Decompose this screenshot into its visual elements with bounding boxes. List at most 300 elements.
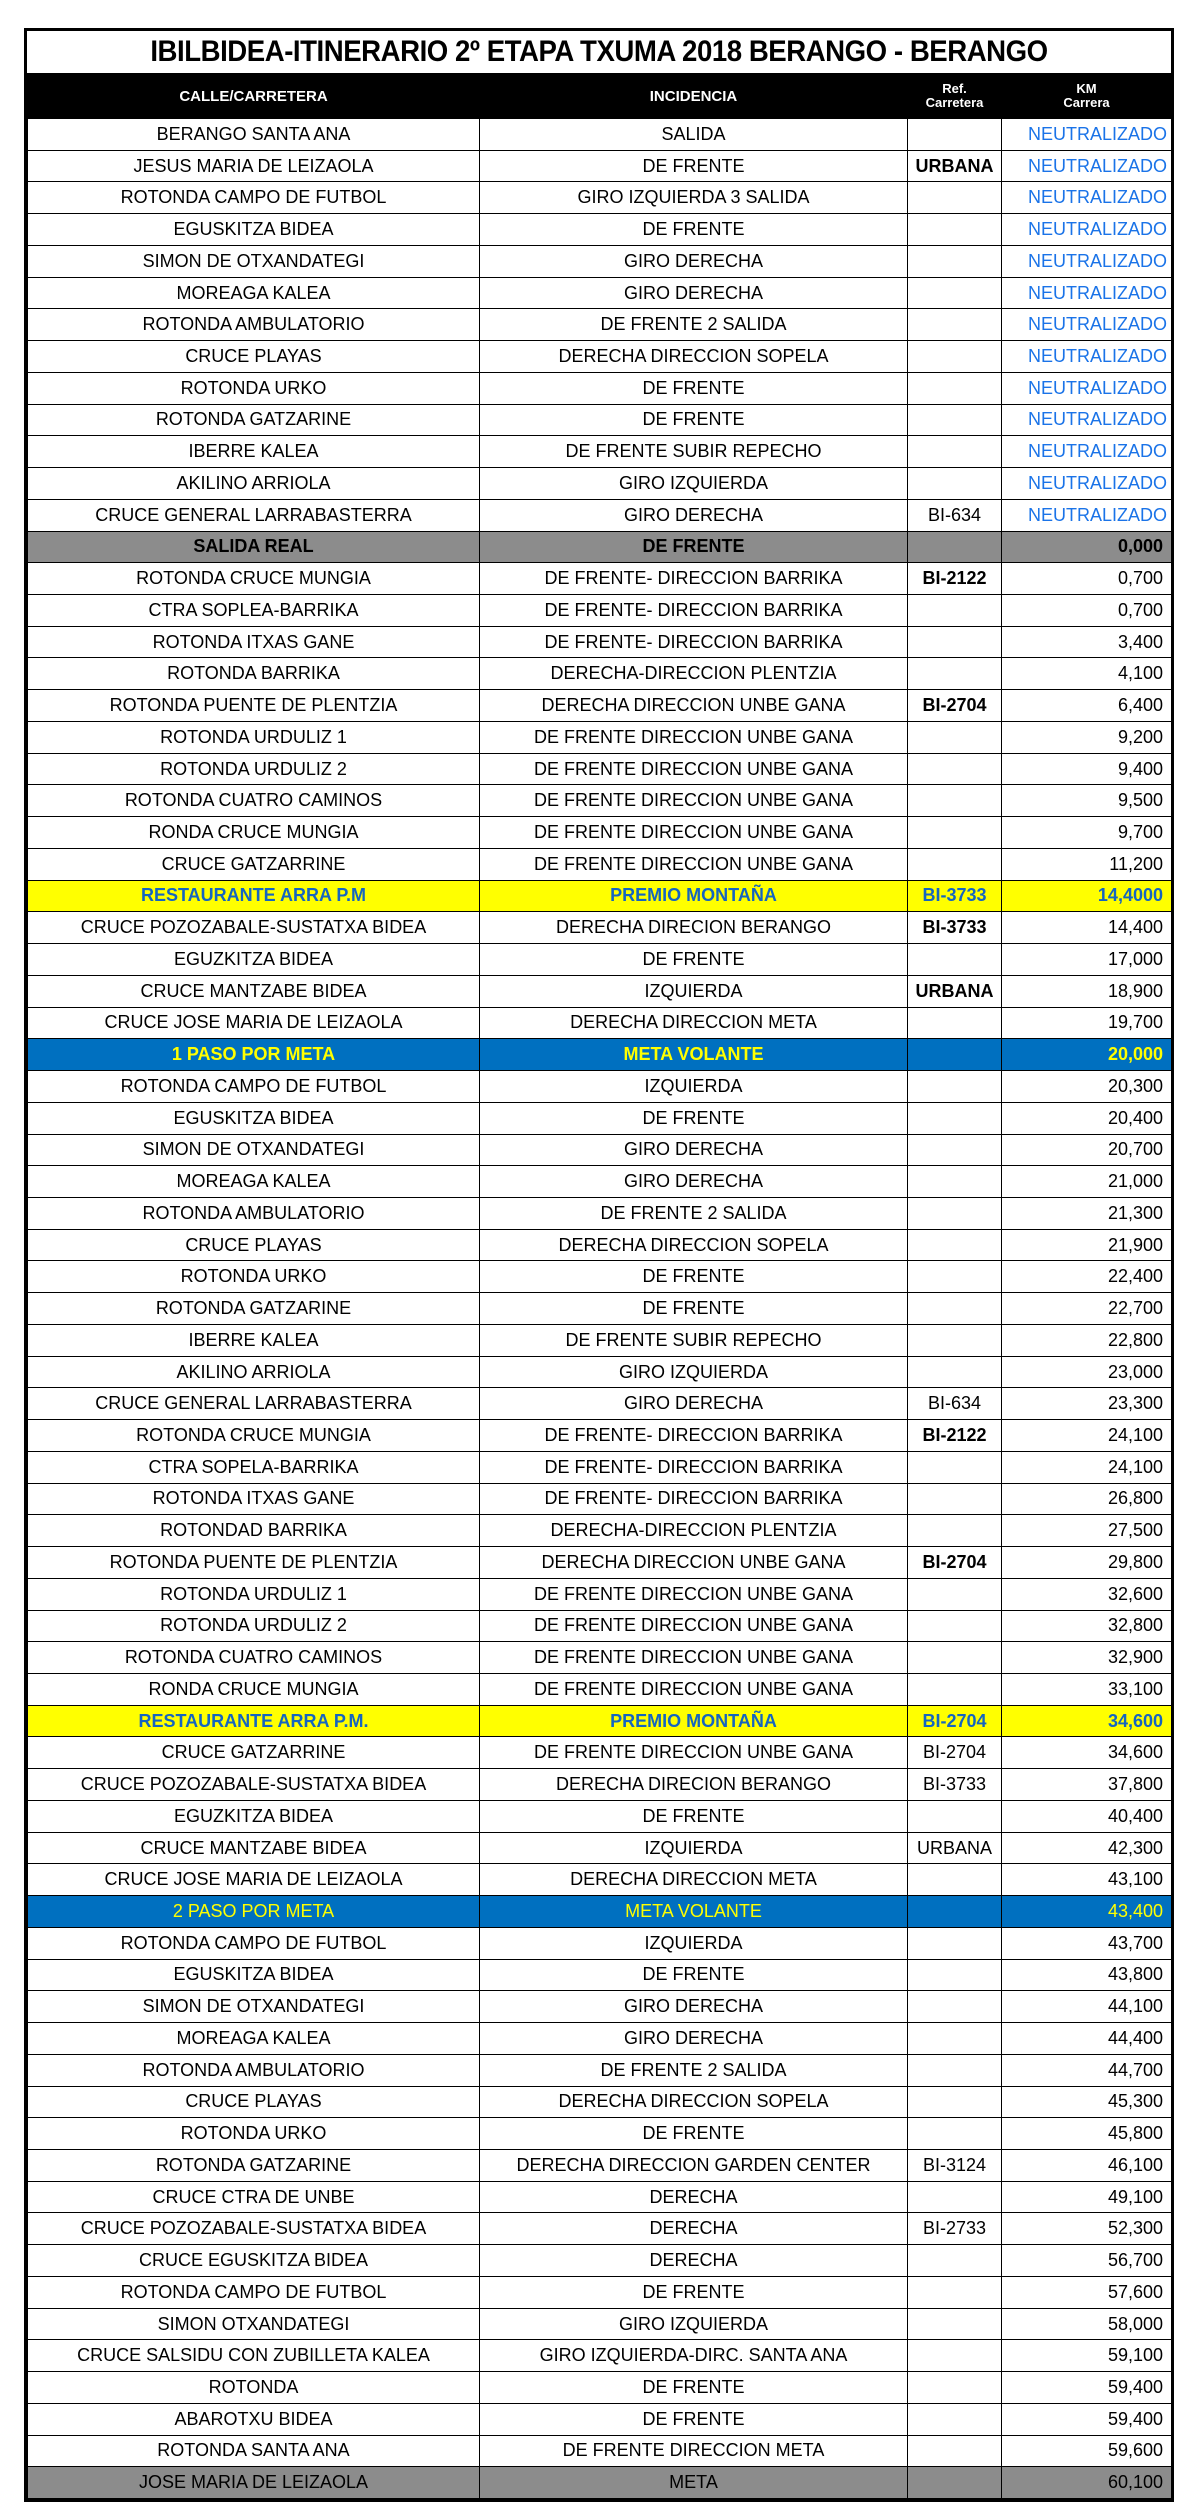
cell-km: NEUTRALIZADO [1002, 182, 1172, 214]
cell-incidence: DE FRENTE 2 SALIDA [480, 2054, 908, 2086]
cell-ref [908, 1610, 1002, 1642]
cell-km: 21,900 [1002, 1229, 1172, 1261]
cell-km: 22,400 [1002, 1261, 1172, 1293]
cell-street: CRUCE GENERAL LARRABASTERRA [28, 1388, 480, 1420]
table-row [28, 595, 1172, 627]
cell-ref: URBANA [908, 975, 1002, 1007]
cell-incidence: DE FRENTE [480, 2276, 908, 2308]
cell-km: 59,400 [1002, 2372, 1172, 2404]
cell-ref [908, 1039, 1002, 1071]
table-row [28, 1991, 1172, 2023]
cell-ref [908, 2181, 1002, 2213]
cell-ref: BI-2122 [908, 563, 1002, 595]
cell-street: ROTONDA URKO [28, 372, 480, 404]
cell-km: 23,000 [1002, 1356, 1172, 1388]
table-row [28, 1547, 1172, 1579]
table-row [28, 658, 1172, 690]
table-row [28, 2467, 1172, 2499]
cell-street: CRUCE SALSIDU CON ZUBILLETA KALEA [28, 2340, 480, 2372]
cell-ref: BI-2704 [908, 690, 1002, 722]
cell-km: 14,4000 [1002, 880, 1172, 912]
table-row [28, 1197, 1172, 1229]
cell-ref [908, 2023, 1002, 2055]
table-row [28, 1705, 1172, 1737]
cell-km: 44,700 [1002, 2054, 1172, 2086]
cell-incidence: DE FRENTE [480, 531, 908, 563]
document-title: IBILBIDEA-ITINERARIO 2º ETAPA TXUMA 2018 BERANGO - BERANGO [150, 35, 1048, 68]
cell-km: 34,600 [1002, 1737, 1172, 1769]
cell-street: ROTONDA URDULIZ 1 [28, 721, 480, 753]
table-row [28, 1229, 1172, 1261]
table-header [28, 74, 1172, 119]
table-row [28, 1293, 1172, 1325]
cell-km: 24,100 [1002, 1451, 1172, 1483]
cell-incidence: GIRO DERECHA [480, 1166, 908, 1198]
cell-incidence: DERECHA DIRECION BERANGO [480, 1769, 908, 1801]
cell-incidence: IZQUIERDA [480, 1927, 908, 1959]
cell-incidence: GIRO DERECHA [480, 1388, 908, 1420]
cell-incidence: GIRO IZQUIERDA-DIRC. SANTA ANA [480, 2340, 908, 2372]
table-row [28, 626, 1172, 658]
cell-incidence: DE FRENTE DIRECCION UNBE GANA [480, 1737, 908, 1769]
table-row [28, 436, 1172, 468]
table-row [28, 214, 1172, 246]
cell-ref [908, 1959, 1002, 1991]
cell-ref [908, 1642, 1002, 1674]
table-row [28, 1673, 1172, 1705]
cell-street: ROTONDA GATZARINE [28, 2150, 480, 2182]
cell-ref [908, 626, 1002, 658]
cell-ref: BI-2704 [908, 1547, 1002, 1579]
cell-km: 11,200 [1002, 848, 1172, 880]
cell-ref [908, 309, 1002, 341]
cell-km: 60,100 [1002, 2467, 1172, 2499]
cell-street: ROTONDA CRUCE MUNGIA [28, 563, 480, 595]
cell-ref: URBANA [908, 1832, 1002, 1864]
cell-ref [908, 1800, 1002, 1832]
cell-street: BERANGO SANTA ANA [28, 119, 480, 151]
header-km: KM Carrera [1002, 74, 1172, 119]
cell-incidence: DE FRENTE DIRECCION META [480, 2435, 908, 2467]
cell-km: NEUTRALIZADO [1002, 468, 1172, 500]
cell-street: RONDA CRUCE MUNGIA [28, 1673, 480, 1705]
table-row [28, 404, 1172, 436]
cell-incidence: DERECHA DIRECCION UNBE GANA [480, 690, 908, 722]
cell-incidence: GIRO IZQUIERDA [480, 468, 908, 500]
cell-ref [908, 214, 1002, 246]
cell-street: JOSE MARIA DE LEIZAOLA [28, 2467, 480, 2499]
table-row [28, 1642, 1172, 1674]
cell-incidence: PREMIO MONTAÑA [480, 880, 908, 912]
cell-street: CRUCE GENERAL LARRABASTERRA [28, 499, 480, 531]
table-row [28, 1420, 1172, 1452]
cell-street: ROTONDA URDULIZ 2 [28, 753, 480, 785]
cell-incidence: SALIDA [480, 119, 908, 151]
table-row [28, 563, 1172, 595]
cell-incidence: GIRO DERECHA [480, 245, 908, 277]
cell-km: 45,300 [1002, 2086, 1172, 2118]
table-row [28, 690, 1172, 722]
cell-ref [908, 372, 1002, 404]
cell-km: NEUTRALIZADO [1002, 372, 1172, 404]
cell-street: ROTONDA BARRIKA [28, 658, 480, 690]
cell-incidence: DE FRENTE SUBIR REPECHO [480, 1324, 908, 1356]
cell-km: 9,500 [1002, 785, 1172, 817]
cell-ref [908, 658, 1002, 690]
cell-incidence: DE FRENTE- DIRECCION BARRIKA [480, 563, 908, 595]
table-row [28, 2372, 1172, 2404]
cell-street: EGUSKITZA BIDEA [28, 1959, 480, 1991]
cell-km: NEUTRALIZADO [1002, 245, 1172, 277]
cell-incidence: GIRO DERECHA [480, 2023, 908, 2055]
cell-incidence: DE FRENTE [480, 150, 908, 182]
cell-ref [908, 182, 1002, 214]
cell-km: 19,700 [1002, 1007, 1172, 1039]
cell-incidence: DE FRENTE- DIRECCION BARRIKA [480, 595, 908, 627]
cell-street: ROTONDA AMBULATORIO [28, 309, 480, 341]
cell-km: 6,400 [1002, 690, 1172, 722]
cell-ref [908, 404, 1002, 436]
table-row [28, 2054, 1172, 2086]
table-row [28, 2245, 1172, 2277]
cell-street: RONDA CRUCE MUNGIA [28, 817, 480, 849]
cell-incidence: DERECHA-DIRECCION PLENTZIA [480, 1515, 908, 1547]
cell-incidence: DERECHA-DIRECCION PLENTZIA [480, 658, 908, 690]
table-row [28, 531, 1172, 563]
cell-km: 20,700 [1002, 1134, 1172, 1166]
cell-street: EGUSKITZA BIDEA [28, 1102, 480, 1134]
cell-street: CRUCE GATZARRINE [28, 848, 480, 880]
cell-km: 59,600 [1002, 2435, 1172, 2467]
cell-ref [908, 1864, 1002, 1896]
cell-ref [908, 1261, 1002, 1293]
table-row [28, 2213, 1172, 2245]
cell-incidence: META VOLANTE [480, 1039, 908, 1071]
cell-incidence: DERECHA DIRECCION META [480, 1864, 908, 1896]
cell-ref: BI-3124 [908, 2150, 1002, 2182]
table-row [28, 1102, 1172, 1134]
cell-km: 3,400 [1002, 626, 1172, 658]
table-row [28, 2023, 1172, 2055]
table-row [28, 1515, 1172, 1547]
cell-incidence: IZQUIERDA [480, 1071, 908, 1103]
cell-km: NEUTRALIZADO [1002, 119, 1172, 151]
cell-ref [908, 2340, 1002, 2372]
cell-km: 43,800 [1002, 1959, 1172, 1991]
cell-incidence: META VOLANTE [480, 1896, 908, 1928]
cell-street: ROTONDA ITXAS GANE [28, 626, 480, 658]
cell-street: ROTONDA CAMPO DE FUTBOL [28, 2276, 480, 2308]
table-row [28, 468, 1172, 500]
cell-ref [908, 817, 1002, 849]
cell-km: NEUTRALIZADO [1002, 499, 1172, 531]
cell-incidence: DE FRENTE [480, 1800, 908, 1832]
cell-ref [908, 721, 1002, 753]
cell-km: 46,100 [1002, 2150, 1172, 2182]
cell-street: CRUCE GATZARRINE [28, 1737, 480, 1769]
cell-km: 21,000 [1002, 1166, 1172, 1198]
table-row [28, 1483, 1172, 1515]
cell-km: 33,100 [1002, 1673, 1172, 1705]
cell-incidence: DERECHA DIRECCION SOPELA [480, 2086, 908, 2118]
cell-incidence: DE FRENTE [480, 372, 908, 404]
cell-incidence: DE FRENTE [480, 404, 908, 436]
cell-ref [908, 1134, 1002, 1166]
table-row [28, 975, 1172, 1007]
cell-incidence: DE FRENTE- DIRECCION BARRIKA [480, 626, 908, 658]
cell-street: MOREAGA KALEA [28, 277, 480, 309]
table-row [28, 1896, 1172, 1928]
cell-ref: BI-2733 [908, 2213, 1002, 2245]
cell-ref [908, 2118, 1002, 2150]
cell-street: CRUCE PLAYAS [28, 341, 480, 373]
cell-incidence: DERECHA DIRECCION SOPELA [480, 1229, 908, 1261]
cell-ref [908, 2245, 1002, 2277]
cell-ref [908, 277, 1002, 309]
cell-street: ROTONDA URKO [28, 1261, 480, 1293]
cell-incidence: DE FRENTE [480, 2372, 908, 2404]
cell-km: 0,000 [1002, 531, 1172, 563]
cell-street: ABAROTXU BIDEA [28, 2403, 480, 2435]
table-row [28, 2086, 1172, 2118]
cell-ref [908, 2435, 1002, 2467]
cell-km: NEUTRALIZADO [1002, 404, 1172, 436]
cell-km: 32,800 [1002, 1610, 1172, 1642]
cell-km: 26,800 [1002, 1483, 1172, 1515]
cell-ref [908, 1483, 1002, 1515]
cell-street: ROTONDA CRUCE MUNGIA [28, 1420, 480, 1452]
cell-street: MOREAGA KALEA [28, 2023, 480, 2055]
cell-ref: BI-2122 [908, 1420, 1002, 1452]
cell-street: MOREAGA KALEA [28, 1166, 480, 1198]
cell-street: SIMON DE OTXANDATEGI [28, 1134, 480, 1166]
cell-incidence: DE FRENTE [480, 1261, 908, 1293]
cell-street: ROTONDA URDULIZ 1 [28, 1578, 480, 1610]
cell-street: ROTONDA CUATRO CAMINOS [28, 1642, 480, 1674]
cell-street: ROTONDA GATZARINE [28, 1293, 480, 1325]
cell-incidence: DE FRENTE DIRECCION UNBE GANA [480, 848, 908, 880]
cell-street: ROTONDA GATZARINE [28, 404, 480, 436]
cell-ref: BI-2704 [908, 1705, 1002, 1737]
cell-km: NEUTRALIZADO [1002, 309, 1172, 341]
table-row [28, 1578, 1172, 1610]
cell-ref [908, 1515, 1002, 1547]
cell-km: 49,100 [1002, 2181, 1172, 2213]
header-incidence: INCIDENCIA [480, 74, 908, 119]
table-row [28, 944, 1172, 976]
cell-incidence: DE FRENTE [480, 2118, 908, 2150]
cell-km: 24,100 [1002, 1420, 1172, 1452]
cell-ref [908, 1071, 1002, 1103]
cell-incidence: DE FRENTE- DIRECCION BARRIKA [480, 1483, 908, 1515]
cell-street: CRUCE CTRA DE UNBE [28, 2181, 480, 2213]
table-row [28, 817, 1172, 849]
cell-incidence: DE FRENTE [480, 1293, 908, 1325]
cell-km: 21,300 [1002, 1197, 1172, 1229]
cell-street: CRUCE JOSE MARIA DE LEIZAOLA [28, 1864, 480, 1896]
cell-incidence: DERECHA [480, 2181, 908, 2213]
cell-km: 9,200 [1002, 721, 1172, 753]
table-row [28, 1832, 1172, 1864]
table-row [28, 1324, 1172, 1356]
cell-ref [908, 2086, 1002, 2118]
cell-km: 45,800 [1002, 2118, 1172, 2150]
cell-incidence: DE FRENTE DIRECCION UNBE GANA [480, 817, 908, 849]
cell-km: 22,700 [1002, 1293, 1172, 1325]
cell-incidence: DE FRENTE DIRECCION UNBE GANA [480, 1578, 908, 1610]
cell-km: 32,900 [1002, 1642, 1172, 1674]
cell-ref [908, 1356, 1002, 1388]
cell-street: CRUCE MANTZABE BIDEA [28, 975, 480, 1007]
cell-incidence: IZQUIERDA [480, 1832, 908, 1864]
cell-ref [908, 2467, 1002, 2499]
table-row [28, 785, 1172, 817]
header-ref: Ref. Carretera [908, 74, 1002, 119]
cell-ref [908, 595, 1002, 627]
cell-incidence: DE FRENTE [480, 944, 908, 976]
cell-ref: BI-2704 [908, 1737, 1002, 1769]
cell-incidence: DERECHA [480, 2245, 908, 2277]
itinerary-sheet [24, 28, 1174, 2502]
cell-street: ROTONDA ITXAS GANE [28, 1483, 480, 1515]
cell-street: ROTONDA AMBULATORIO [28, 1197, 480, 1229]
cell-ref [908, 2054, 1002, 2086]
table-row [28, 912, 1172, 944]
cell-ref: BI-3733 [908, 1769, 1002, 1801]
cell-km: 58,000 [1002, 2308, 1172, 2340]
cell-ref [908, 1578, 1002, 1610]
cell-km: 57,600 [1002, 2276, 1172, 2308]
cell-street: JESUS MARIA DE LEIZAOLA [28, 150, 480, 182]
cell-ref [908, 1673, 1002, 1705]
cell-incidence: DE FRENTE 2 SALIDA [480, 309, 908, 341]
cell-ref [908, 119, 1002, 151]
cell-street: SIMON OTXANDATEGI [28, 2308, 480, 2340]
cell-street: CTRA SOPLEA-BARRIKA [28, 595, 480, 627]
table-row [28, 2181, 1172, 2213]
cell-km: 9,400 [1002, 753, 1172, 785]
cell-km: NEUTRALIZADO [1002, 214, 1172, 246]
cell-ref [908, 1229, 1002, 1261]
cell-km: 0,700 [1002, 595, 1172, 627]
cell-ref [908, 1991, 1002, 2023]
cell-street: RESTAURANTE ARRA P.M [28, 880, 480, 912]
cell-km: 34,600 [1002, 1705, 1172, 1737]
cell-ref [908, 2403, 1002, 2435]
cell-incidence: DE FRENTE DIRECCION UNBE GANA [480, 785, 908, 817]
cell-street: CRUCE PLAYAS [28, 2086, 480, 2118]
cell-incidence: DE FRENTE DIRECCION UNBE GANA [480, 1642, 908, 1674]
table-row [28, 1166, 1172, 1198]
cell-incidence: IZQUIERDA [480, 975, 908, 1007]
cell-km: 59,400 [1002, 2403, 1172, 2435]
cell-km: NEUTRALIZADO [1002, 277, 1172, 309]
cell-ref [908, 1927, 1002, 1959]
cell-street: AKILINO ARRIOLA [28, 1356, 480, 1388]
cell-incidence: DE FRENTE DIRECCION UNBE GANA [480, 1673, 908, 1705]
cell-ref [908, 785, 1002, 817]
table-row [28, 1769, 1172, 1801]
cell-ref [908, 1007, 1002, 1039]
cell-street: ROTONDA AMBULATORIO [28, 2054, 480, 2086]
table-row [28, 1864, 1172, 1896]
cell-km: 52,300 [1002, 2213, 1172, 2245]
table-row [28, 2308, 1172, 2340]
cell-street: ROTONDA CUATRO CAMINOS [28, 785, 480, 817]
cell-street: CRUCE POZOZABALE-SUSTATXA BIDEA [28, 912, 480, 944]
cell-incidence: DERECHA DIRECCION UNBE GANA [480, 1547, 908, 1579]
cell-ref [908, 1102, 1002, 1134]
cell-street: CRUCE POZOZABALE-SUSTATXA BIDEA [28, 2213, 480, 2245]
table-row [28, 1356, 1172, 1388]
cell-street: ROTONDA CAMPO DE FUTBOL [28, 1071, 480, 1103]
cell-street: SALIDA REAL [28, 531, 480, 563]
table-row [28, 1927, 1172, 1959]
cell-street: RESTAURANTE ARRA P.M. [28, 1705, 480, 1737]
cell-km: 43,100 [1002, 1864, 1172, 1896]
cell-ref [908, 2308, 1002, 2340]
table-row [28, 341, 1172, 373]
cell-street: CRUCE EGUSKITZA BIDEA [28, 2245, 480, 2277]
cell-km: 44,100 [1002, 1991, 1172, 2023]
cell-ref [908, 531, 1002, 563]
cell-incidence: DERECHA DIRECION BERANGO [480, 912, 908, 944]
cell-incidence: PREMIO MONTAÑA [480, 1705, 908, 1737]
table-row [28, 2276, 1172, 2308]
cell-street: ROTONDA PUENTE DE PLENTZIA [28, 690, 480, 722]
cell-km: 17,000 [1002, 944, 1172, 976]
cell-km: 42,300 [1002, 1832, 1172, 1864]
table-body [28, 119, 1172, 2499]
table-row [28, 2435, 1172, 2467]
table-row [28, 2118, 1172, 2150]
table-row [28, 1451, 1172, 1483]
cell-km: 44,400 [1002, 2023, 1172, 2055]
cell-street: IBERRE KALEA [28, 436, 480, 468]
table-row [28, 1071, 1172, 1103]
cell-street: 1 PASO POR META [28, 1039, 480, 1071]
cell-street: 2 PASO POR META [28, 1896, 480, 1928]
table-row [28, 309, 1172, 341]
table-row [28, 1959, 1172, 1991]
table-row [28, 2403, 1172, 2435]
cell-ref: URBANA [908, 150, 1002, 182]
cell-incidence: GIRO DERECHA [480, 1991, 908, 2023]
cell-km: 20,300 [1002, 1071, 1172, 1103]
table-row [28, 880, 1172, 912]
cell-km: 32,600 [1002, 1578, 1172, 1610]
cell-ref [908, 2372, 1002, 2404]
cell-street: ROTONDA SANTA ANA [28, 2435, 480, 2467]
cell-ref [908, 341, 1002, 373]
cell-incidence: GIRO IZQUIERDA [480, 2308, 908, 2340]
cell-ref: BI-3733 [908, 880, 1002, 912]
cell-incidence: GIRO IZQUIERDA 3 SALIDA [480, 182, 908, 214]
cell-incidence: DE FRENTE SUBIR REPECHO [480, 436, 908, 468]
cell-incidence: DE FRENTE DIRECCION UNBE GANA [480, 1610, 908, 1642]
cell-ref [908, 1197, 1002, 1229]
cell-ref [908, 1166, 1002, 1198]
cell-incidence: DE FRENTE [480, 214, 908, 246]
cell-km: NEUTRALIZADO [1002, 436, 1172, 468]
cell-street: EGUSKITZA BIDEA [28, 214, 480, 246]
cell-incidence: DE FRENTE DIRECCION UNBE GANA [480, 753, 908, 785]
cell-km: 20,000 [1002, 1039, 1172, 1071]
cell-incidence: GIRO DERECHA [480, 277, 908, 309]
table-row [28, 182, 1172, 214]
cell-incidence: DE FRENTE 2 SALIDA [480, 1197, 908, 1229]
cell-street: CRUCE POZOZABALE-SUSTATXA BIDEA [28, 1769, 480, 1801]
